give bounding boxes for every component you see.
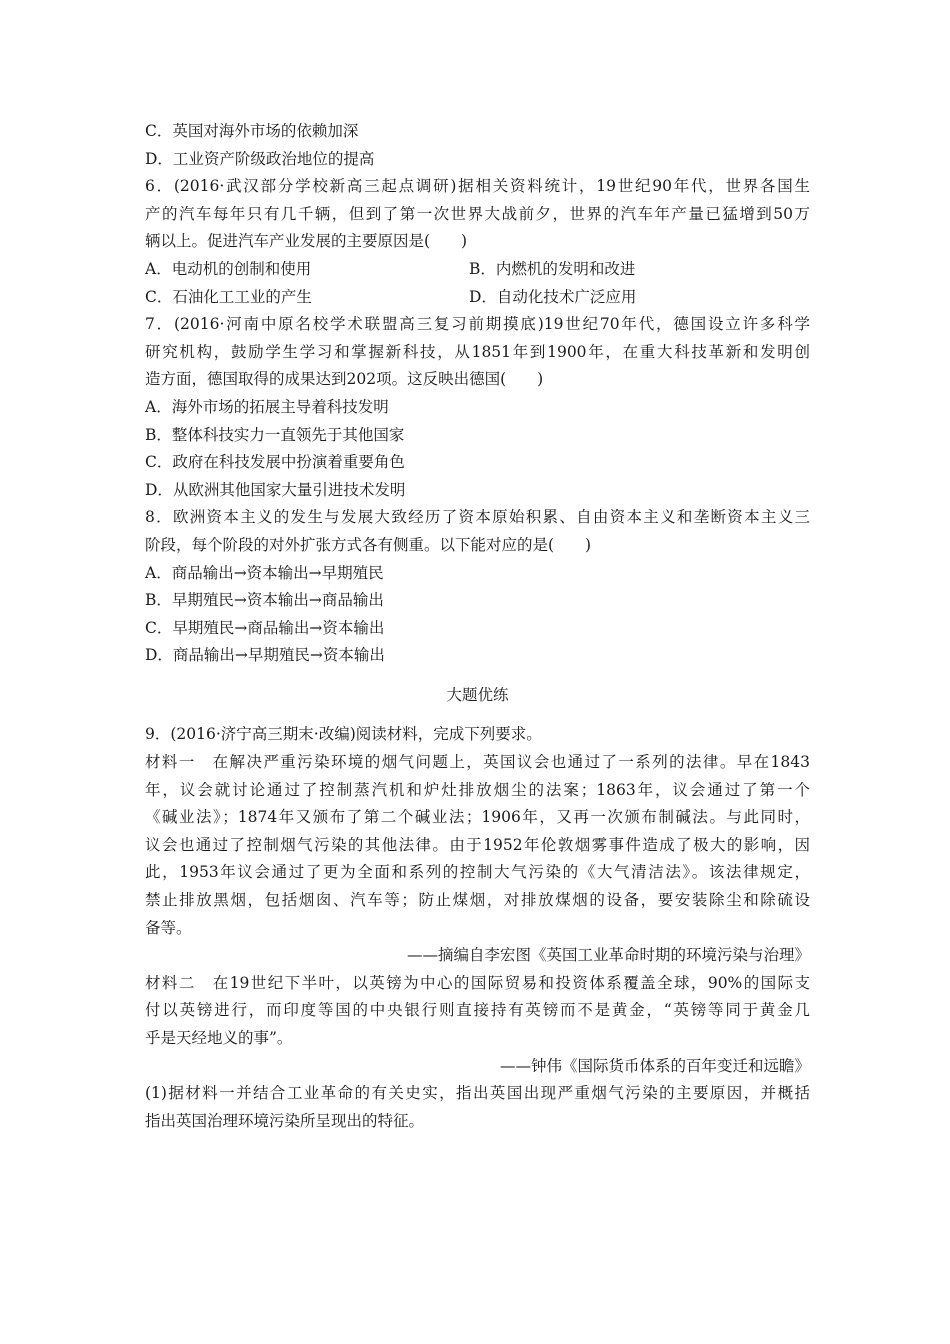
q9-material1-line-4: 议会也通过了控制烟气污染的其他法律。由于1952年伦敦烟雾事件造成了极大的影响，因 [145,835,810,854]
q8-option-a: A．商品输出→资本输出→早期殖民 [145,563,384,582]
section-title: 大题优练 [446,685,509,704]
q9-material2-line-1: 材料二 在19世纪下半叶，以英镑为中心的国际贸易和投资体系覆盖全球，90%的国际支 [145,973,810,992]
q9-material1-line-7: 备等。 [145,918,192,937]
q9-material2-line-3: 乎是天经地义的事”。 [145,1029,293,1047]
q5-option-d: D．工业资产阶级政治地位的提高 [145,149,375,168]
q7-option-d: D．从欧洲其他国家大量引进技术发明 [145,480,406,499]
q7-stem-line-3: 造方面，德国取得的成果达到202项。这反映出德国( ) [145,370,544,389]
q6-options-row-1 [145,256,810,284]
q7-stem-line-2: 研究机构，鼓励学生学习和掌握新科技，从1851年到1900年，在重大科技革新和发明创 [145,342,810,361]
q6-option-b: B．内燃机的发明和改进 [469,259,636,278]
q7-option-b: B．整体科技实力一直领先于其他国家 [145,425,405,444]
q9-material1-line-1: 材料一 在解决严重污染环境的烟气问题上，英国议会也通过了一系列的法律。早在1843 [145,753,810,772]
q9-material1-line-6: 禁止排放黑烟，包括烟囱、汽车等；防止煤烟，对排放煤烟的设备，要安装除尘和除硫设 [145,891,810,910]
q8-option-d: D．商品输出→早期殖民→资本输出 [145,646,385,665]
q6-stem-line-2: 产的汽车每年只有几千辆，但到了第一次世界大战前夕，世界的汽车年产量已猛增到50万 [145,204,810,223]
q9-sub1-line-1: (1)据材料一并结合工业革命的有关史实，指出英国出现严重烟气污染的主要原因，并概括 [145,1084,810,1103]
q6-stem-line-1: 6．(2016·武汉部分学校新高三起点调研)据相关资料统计，19世纪90年代，世界各国生 [145,177,810,196]
q7-stem-line-1: 7．(2016·河南中原名校学术联盟高三复习前期摸底)19世纪70年代，德国设立许多科学 [145,315,810,334]
q8-stem-line-1: 8．欧洲资本主义的发生与发展大致经历了资本原始积累、自由资本主义和垄断资本主义三 [145,508,810,527]
q9-material1-line-5: 此，1953年议会通过了更为全面和系列的控制大气污染的《大气清洁法》。该法律规定， [145,863,810,882]
q9-sub1-line-2: 指出英国治理环境污染所呈现出的特征。 [145,1111,425,1130]
q6-stem-line-3: 辆以上。促进汽车产业发展的主要原因是( ) [145,232,468,251]
q6-option-c: C．石油化工工业的产生 [145,287,312,306]
q9-material1-source: ——摘编自李宏图《英国工业革命时期的环境污染与治理》 [406,946,810,965]
q9-material2-source: ——钟伟《国际货币体系的百年变迁和远瞻》 [499,1056,810,1075]
q6-option-d: D．自动化技术广泛应用 [469,287,637,306]
q9-material2-line-2: 付以英镑进行，而印度等国的中央银行则直接持有英镑而不是黄金，“英镑等同于黄金几 [145,1001,810,1020]
q9-material1-line-2: 年，议会就讨论通过了控制蒸汽机和炉灶排放烟尘的法案；1863年，议会通过了第一个 [145,780,810,799]
q8-option-b: B．早期殖民→资本输出→商品输出 [145,591,384,610]
q8-option-c: C．早期殖民→商品输出→资本输出 [145,618,385,637]
document-page [145,118,810,1135]
q9-material1-line-3: 《碱业法》；1874年又颁布了第二个碱业法；1906年，又再一次颁布制碱法。与此同时， [145,808,810,827]
q6-option-a: A．电动机的创制和使用 [145,259,312,278]
q7-option-c: C．政府在科技发展中扮演着重要角色 [145,453,405,472]
q8-stem-line-2: 阶段，每个阶段的对外扩张方式各有侧重。以下能对应的是( ) [145,535,592,554]
q9-stem: 9．(2016·济宁高三期末·改编)阅读材料，完成下列要求。 [145,725,542,744]
q5-option-c: C．英国对海外市场的依赖加深 [145,122,359,140]
q6-options-row-2 [145,284,810,312]
q7-option-a: A．海外市场的拓展主导着科技发明 [145,397,389,416]
